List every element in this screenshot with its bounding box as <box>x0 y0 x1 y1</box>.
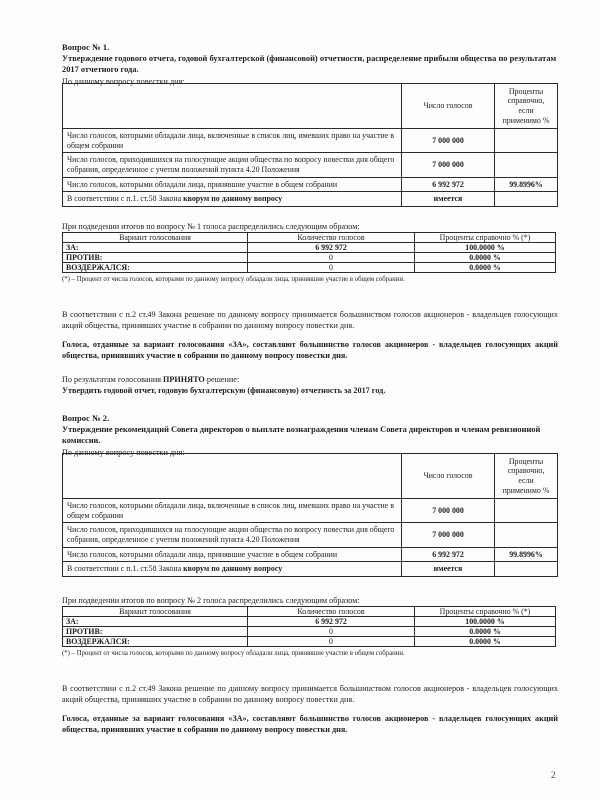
q2-results-lead: При подведении итогов по вопросу № 2 голоса распределились следующим образом: <box>62 596 360 605</box>
q2-title: Утверждение рекомендаций Совета директоров о выплате вознаграждения членам Совета директоров и членам ревизионной комиссии. <box>62 424 541 445</box>
quorum-prefix: В соответствии с п.1. ст.58 Закона <box>67 564 184 574</box>
q2-results <box>62 596 558 659</box>
vote-count: 6 992 972 <box>248 617 415 627</box>
q1-decision-line <box>62 375 558 386</box>
decision-word: ПРИНЯТО <box>163 375 205 384</box>
row-label: Число голосов, приходившихся на голосующие акции общества по вопросу повестки дня общего собрания, определенное с учетом положений пункта 4.20 Положения <box>63 523 402 547</box>
quorum-label <box>63 192 402 207</box>
row-label: Число голосов, которыми обладали лица, принявшие участие в общем собрании <box>63 547 402 562</box>
q1-conclusion <box>62 340 558 361</box>
quorum-label <box>63 562 402 577</box>
q1-rule <box>62 310 558 331</box>
row-percent <box>495 153 558 177</box>
table-row <box>63 243 556 253</box>
votes-header-option: Вариант голосования <box>63 607 248 617</box>
vote-count: 0 <box>248 263 415 273</box>
q1-votes-table <box>62 232 556 273</box>
vote-percent: 0.0000 % <box>415 253 556 263</box>
decision-suffix: решение: <box>204 375 240 384</box>
q2-conclusion <box>62 714 558 735</box>
row-percent: 99.8996% <box>495 177 558 192</box>
quorum-prefix: В соответствии с п.1. ст.58 Закона <box>67 194 184 204</box>
row-votes: 6 992 972 <box>402 547 495 562</box>
vote-option: ЗА: <box>63 617 248 627</box>
q2-heading: Вопрос № 2. <box>62 413 110 423</box>
quorum-empty <box>495 562 558 577</box>
table-row <box>63 153 558 177</box>
votes-header-option: Вариант голосования <box>63 233 248 243</box>
row-label: Число голосов, которыми обладали лица, включенные в список лиц, имевших право на участие в общем собрании <box>63 499 402 523</box>
q2-agenda-label: По данному вопросу повестки дня: <box>62 447 185 457</box>
vote-count: 0 <box>248 627 415 637</box>
table-row <box>63 547 558 562</box>
table-row <box>63 617 556 627</box>
q1-footnote: (*) – Процент от числа голосов, которыми по данному вопросу обладали лица, принявшие участие в общем собрании. <box>62 276 405 284</box>
vote-option: ПРОТИВ: <box>63 253 248 263</box>
q2-footnote: (*) – Процент от числа голосов, которыми по данному вопросу обладали лица, принявшие участие в общем собрании. <box>62 650 405 658</box>
q1-title: Утверждение годового отчета, годовой бухгалтерской (финансовой) отчетности, распределение прибыли общества по результатам 2017 отчетного года. <box>62 53 557 74</box>
votes-header-row <box>63 233 556 243</box>
votes-header-count: Количество голосов <box>248 233 415 243</box>
table-header-row <box>63 84 558 129</box>
vote-count: 0 <box>248 637 415 647</box>
q1-decision-text: Утвердить годовой отчет, годовую бухгалтерскую (финансовую) отчетность за 2017 год. <box>62 385 386 395</box>
votes-header-percent: Проценты справочно % (*) <box>415 607 556 617</box>
table-header-votes: Число голосов <box>402 84 495 129</box>
quorum-bold: кворум по данному вопросу <box>183 564 283 574</box>
quorum-row <box>63 192 558 207</box>
quorum-empty <box>495 192 558 207</box>
q1-heading: Вопрос № 1. <box>62 42 110 52</box>
vote-percent: 100.0000 % <box>415 617 556 627</box>
table-header-empty <box>63 84 402 129</box>
q1-agenda-label: По данному вопросу повестки дня: <box>62 76 185 86</box>
q2-header <box>62 413 558 458</box>
q2-votes-table <box>62 606 556 647</box>
vote-option: ПРОТИВ: <box>63 627 248 637</box>
table-header-percent: Проценты справочно, если применимо % <box>495 454 558 499</box>
table-row <box>63 499 558 523</box>
q1-conclusion-text: Голоса, отданные за вариант голосования «ЗА», составляют большинство голосов акционеров - владельцев голосующих акций общества, принявших участие в собрании по данному вопросу повестки дня. <box>62 340 558 360</box>
vote-option: ЗА: <box>63 243 248 253</box>
vote-percent: 0.0000 % <box>415 637 556 647</box>
table-header-row <box>63 454 558 499</box>
table-header-percent: Проценты справочно, если применимо % <box>495 84 558 129</box>
row-votes: 7 000 000 <box>402 499 495 523</box>
row-votes: 7 000 000 <box>402 153 495 177</box>
q1-results-lead: При подведении итогов по вопросу № 1 голоса распределились следующим образом: <box>62 222 360 231</box>
q2-quorum-table-wrap <box>62 453 558 577</box>
row-percent <box>495 523 558 547</box>
q1-decision <box>62 375 558 396</box>
row-percent: 99.8996% <box>495 547 558 562</box>
table-row <box>63 253 556 263</box>
table-row <box>63 627 556 637</box>
table-row <box>63 263 556 273</box>
vote-percent: 100.0000 % <box>415 243 556 253</box>
quorum-value: имеется <box>402 192 495 207</box>
table-header-empty <box>63 454 402 499</box>
row-label: Число голосов, которыми обладали лица, включенные в список лиц, имевших право на участие в общем собрании <box>63 129 402 153</box>
q2-conclusion-text: Голоса, отданные за вариант голосования «ЗА», составляют большинство голосов акционеров - владельцев голосующих акций общества, принявших участие в собрании по данному вопросу повестки дня. <box>62 714 558 734</box>
vote-option: ВОЗДЕРЖАЛСЯ: <box>63 263 248 273</box>
vote-percent: 0.0000 % <box>415 263 556 273</box>
votes-header-percent: Проценты справочно % (*) <box>415 233 556 243</box>
votes-header-count: Количество голосов <box>248 607 415 617</box>
quorum-value: имеется <box>402 562 495 577</box>
vote-count: 6 992 972 <box>248 243 415 253</box>
vote-count: 0 <box>248 253 415 263</box>
table-row <box>63 523 558 547</box>
q1-quorum-table-wrap <box>62 83 558 207</box>
table-row <box>63 177 558 192</box>
table-row <box>63 637 556 647</box>
row-percent <box>495 129 558 153</box>
q2-rule <box>62 684 558 705</box>
row-votes: 6 992 972 <box>402 177 495 192</box>
q1-rule-text: В соответствии с п.2 ст.49 Закона решение по данному вопросу принимается большинством голосов акционеров - владельцев голосующих акций общества, принявших участие в собрании по данному вопросу повестки дня. <box>62 310 558 330</box>
decision-prefix: По результатам голосования <box>62 375 164 384</box>
row-percent <box>495 499 558 523</box>
quorum-row <box>63 562 558 577</box>
row-label: Число голосов, приходившихся на голосующие акции общества по вопросу повестки дня общего собрания, определенное с учетом положений пункта 4.20 Положения <box>63 153 402 177</box>
vote-percent: 0.0000 % <box>415 627 556 637</box>
row-votes: 7 000 000 <box>402 523 495 547</box>
vote-option: ВОЗДЕРЖАЛСЯ: <box>63 637 248 647</box>
table-row <box>63 129 558 153</box>
q2-rule-text: В соответствии с п.2 ст.49 Закона решение по данному вопросу принимается большинством голосов акционеров - владельцев голосующих акций общества, принявших участие в собрании по данному вопросу повестки дня. <box>62 684 558 704</box>
table-header-votes: Число голосов <box>402 454 495 499</box>
q1-quorum-table <box>62 83 558 207</box>
votes-header-row <box>63 607 556 617</box>
quorum-bold: кворум по данному вопросу <box>183 194 283 204</box>
q2-quorum-table <box>62 453 558 577</box>
q1-header <box>62 42 558 87</box>
page-number: 2 <box>551 770 556 780</box>
row-label: Число голосов, которыми обладали лица, принявшие участие в общем собрании <box>63 177 402 192</box>
q1-results <box>62 222 558 285</box>
row-votes: 7 000 000 <box>402 129 495 153</box>
